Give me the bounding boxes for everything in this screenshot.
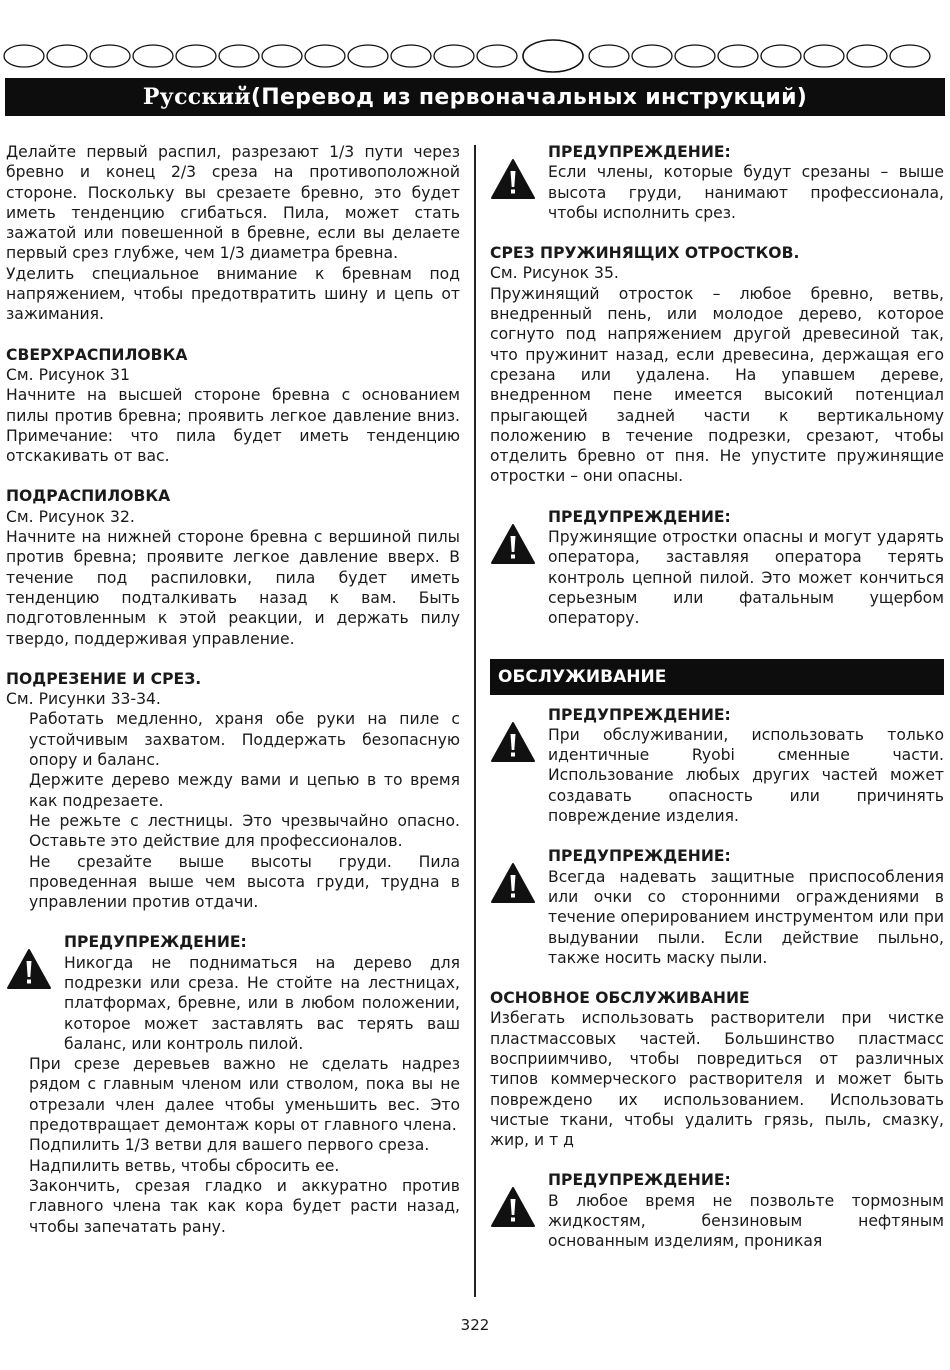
- language-oval: [47, 45, 87, 67]
- language-oval: [133, 45, 173, 67]
- language-oval: [675, 45, 715, 67]
- language-oval: [4, 45, 44, 67]
- page-number: 322: [460, 1316, 490, 1334]
- language-oval: [219, 45, 259, 67]
- warning-text: Если члены, которые будут срезаны – выше высота груди, нанимают профессионала, чтобы исполнить срез.: [548, 163, 944, 222]
- language-oval: [890, 45, 930, 67]
- language-oval: [90, 45, 130, 67]
- page-title: (Перевод из первоначальных инструкций): [250, 85, 808, 110]
- language-oval: [477, 45, 517, 67]
- section-heading-underbucking: ПОДРАСПИЛОВКА: [6, 487, 171, 506]
- section-text: Избегать использовать растворители при чистке пластмассовых частей. Большинство пластмасс восприимчиво, чтобы повредиться от различных типов коммерческого растворителя и может быть повреждено их использованием. Использовать чистые ткани, чтобы удалить грязь, пыль, смазку, жир, и т д: [490, 1009, 944, 1150]
- section-heading-spring-poles: СРЕЗ ПРУЖИНЯЩИХ ОТРОСТКОВ.: [490, 244, 800, 263]
- warning-triangle-icon: [490, 721, 536, 763]
- section-text: Начните на нижней стороне бревна с вершиной пилы против бревна; проявите легкое давление вверх. В течение под распиловки, пила будет иметь тенденцию подталкивать назад к вам. Быть подготовленным к этой реакции, и держать пилу твердо, поддерживая управление.: [6, 528, 460, 648]
- section-heading-overbucking: СВЕРХРАСПИЛОВКА: [6, 345, 188, 364]
- list-item: Надпилить ветвь, чтобы сбросить ее.: [29, 1156, 340, 1175]
- list-item: Подпилить 1/3 ветви для вашего первого среза.: [29, 1136, 430, 1155]
- warning-title: ПРЕДУПРЕЖДЕНИЕ:: [548, 143, 731, 161]
- warning-text: При обслуживании, использовать только идентичные Ryobi сменные части. Использование любых других частей может создавать опасность или причинять повреждение изделия.: [548, 725, 944, 826]
- language-oval: [847, 45, 887, 67]
- warning-triangle-icon: [490, 1186, 536, 1228]
- list-item: Закончить, срезая гладко и аккуратно против главного члена так как кора будет расти назад, чтобы запечатать рану.: [29, 1176, 460, 1236]
- language-oval: [348, 45, 388, 67]
- list-item: Работать медленно, храня обе руки на пиле с устойчивым захватом. Поддержать безопасную опору и баланс.: [29, 710, 460, 770]
- intro-paragraph: Делайте первый распил, разрезают 1/3 пути через бревно и конец 2/3 среза на противоположной стороне. Поскольку вы срезаете бревно, это будет иметь тенденцию сгибаться. Пила, может стать зажатой или повешенной в бревне, если вы делаете первый срез глубже, чем 1/3 диаметра бревна.: [6, 143, 460, 263]
- limbing-list: [6, 709, 460, 912]
- warning-block: [490, 1170, 944, 1251]
- section-heading-limbing: ПОДРЕЗЕНИЕ И СРЕЗ.: [6, 669, 202, 688]
- figure-reference: См. Рисунки 33-34.: [6, 690, 161, 709]
- left-column: [6, 142, 460, 1237]
- language-oval: [632, 45, 672, 67]
- section-text: Пружинящий отросток – любое бревно, ветвь, внедренный пень, или молодое дерево, которое согнуто под напряжением другой древесиной так, что пружинит назад, если древесина, держащая его срезана или удалена. На упавшем дереве, внедренном пене имеется высокий потенциал прыгающей задней части к вертикальному положению в течение подрезки, срезают, чтобы отделить бревно от пня. Не упустите пружинящие отростки – они опасны.: [490, 284, 944, 486]
- intro-paragraph: Уделить специальное внимание к бревнам под напряжением, чтобы предотвратить шину и цепь от зажимания.: [6, 264, 460, 324]
- warning-text: Никогда не подниматься на дерево для подрезки или среза. Не стойте на лестницах, платформах, бревне, или в любом положении, которое может заставлять вас терять ваш баланс, или контроль пилой.: [64, 953, 460, 1053]
- right-column: [490, 142, 944, 1252]
- warning-triangle-icon: [490, 862, 536, 904]
- warning-block: [490, 507, 944, 629]
- language-oval-active: [523, 40, 583, 72]
- language-oval: [262, 45, 302, 67]
- section-heading-basic-maintenance: ОСНОВНОЕ ОБСЛУЖИВАНИЕ: [490, 989, 750, 1008]
- warning-title: ПРЕДУПРЕЖДЕНИЕ:: [64, 933, 247, 952]
- language-oval: [718, 45, 758, 67]
- list-item: Не режьте с лестницы. Это чрезвычайно опасно. Оставьте это действие для профессионалов.: [29, 811, 460, 851]
- warning-triangle-icon: [6, 948, 52, 990]
- section-text: Начните на высшей стороне бревна с основанием пилы против бревна; проявить легкое давление вниз. Примечание: что пила будет иметь тенденцию отскакивать от вас.: [6, 386, 460, 466]
- maintenance-heading-bar: ОБСЛУЖИВАНИЕ: [490, 659, 944, 695]
- warning-triangle-icon: [490, 523, 536, 565]
- warning-block: [490, 846, 944, 968]
- warning-title: ПРЕДУПРЕЖДЕНИЕ:: [548, 705, 731, 724]
- figure-reference: См. Рисунок 31: [6, 365, 130, 384]
- warning-text: В любое время не позвольте тормозным жидкостям, бензиновым нефтяным основанным изделиям, проникая: [548, 1191, 944, 1251]
- language-oval: [176, 45, 216, 67]
- language-oval: [761, 45, 801, 67]
- language-oval: [434, 45, 474, 67]
- warning-text: Всегда надевать защитные приспособления или очки со сторонними ограждениями в течение оперированием инструментом или при выдувании пыли. Если действие пыльно, также носить маску пыли.: [548, 867, 944, 967]
- list-item: Держите дерево между вами и цепью в то время как подрезаете.: [29, 771, 460, 810]
- warning-triangle-icon: [490, 158, 536, 200]
- warning-title: ПРЕДУПРЕЖДЕНИЕ:: [548, 847, 731, 866]
- language-tabs: [0, 38, 950, 74]
- warning-block: [6, 932, 460, 1054]
- list-item: Не срезайте выше высоты груди. Пила проведенная выше чем высота груди, трудна в управлении против отдачи.: [29, 852, 460, 912]
- warning-block: [490, 705, 944, 827]
- warning-block: [490, 142, 944, 223]
- list-item: При срезе деревьев важно не сделать надрез рядом с главным членом или стволом, пока вы не отрезали член далее чтобы уменьшить вес. Это предотвращает демонтаж коры от главного члена.: [29, 1055, 460, 1135]
- warning-title: ПРЕДУПРЕЖДЕНИЕ:: [548, 1171, 731, 1190]
- warning-title: ПРЕДУПРЕЖДЕНИЕ:: [548, 507, 731, 526]
- page-title-bar: [5, 78, 945, 116]
- figure-reference: См. Рисунок 32.: [6, 507, 135, 526]
- warning-text: Пружинящие отростки опасны и могут ударять оператора, заставляя оператора терять контроль цепной пилой. Это может кончиться серьезным или фатальным ущербом оператору.: [548, 528, 944, 628]
- language-label: Русский: [142, 84, 251, 110]
- pruning-list: [6, 1054, 460, 1237]
- figure-reference: См. Рисунок 35.: [490, 264, 619, 283]
- column-divider: [474, 145, 476, 1297]
- language-oval: [804, 45, 844, 67]
- language-oval: [391, 45, 431, 67]
- language-oval: [305, 45, 345, 67]
- language-oval: [589, 45, 629, 67]
